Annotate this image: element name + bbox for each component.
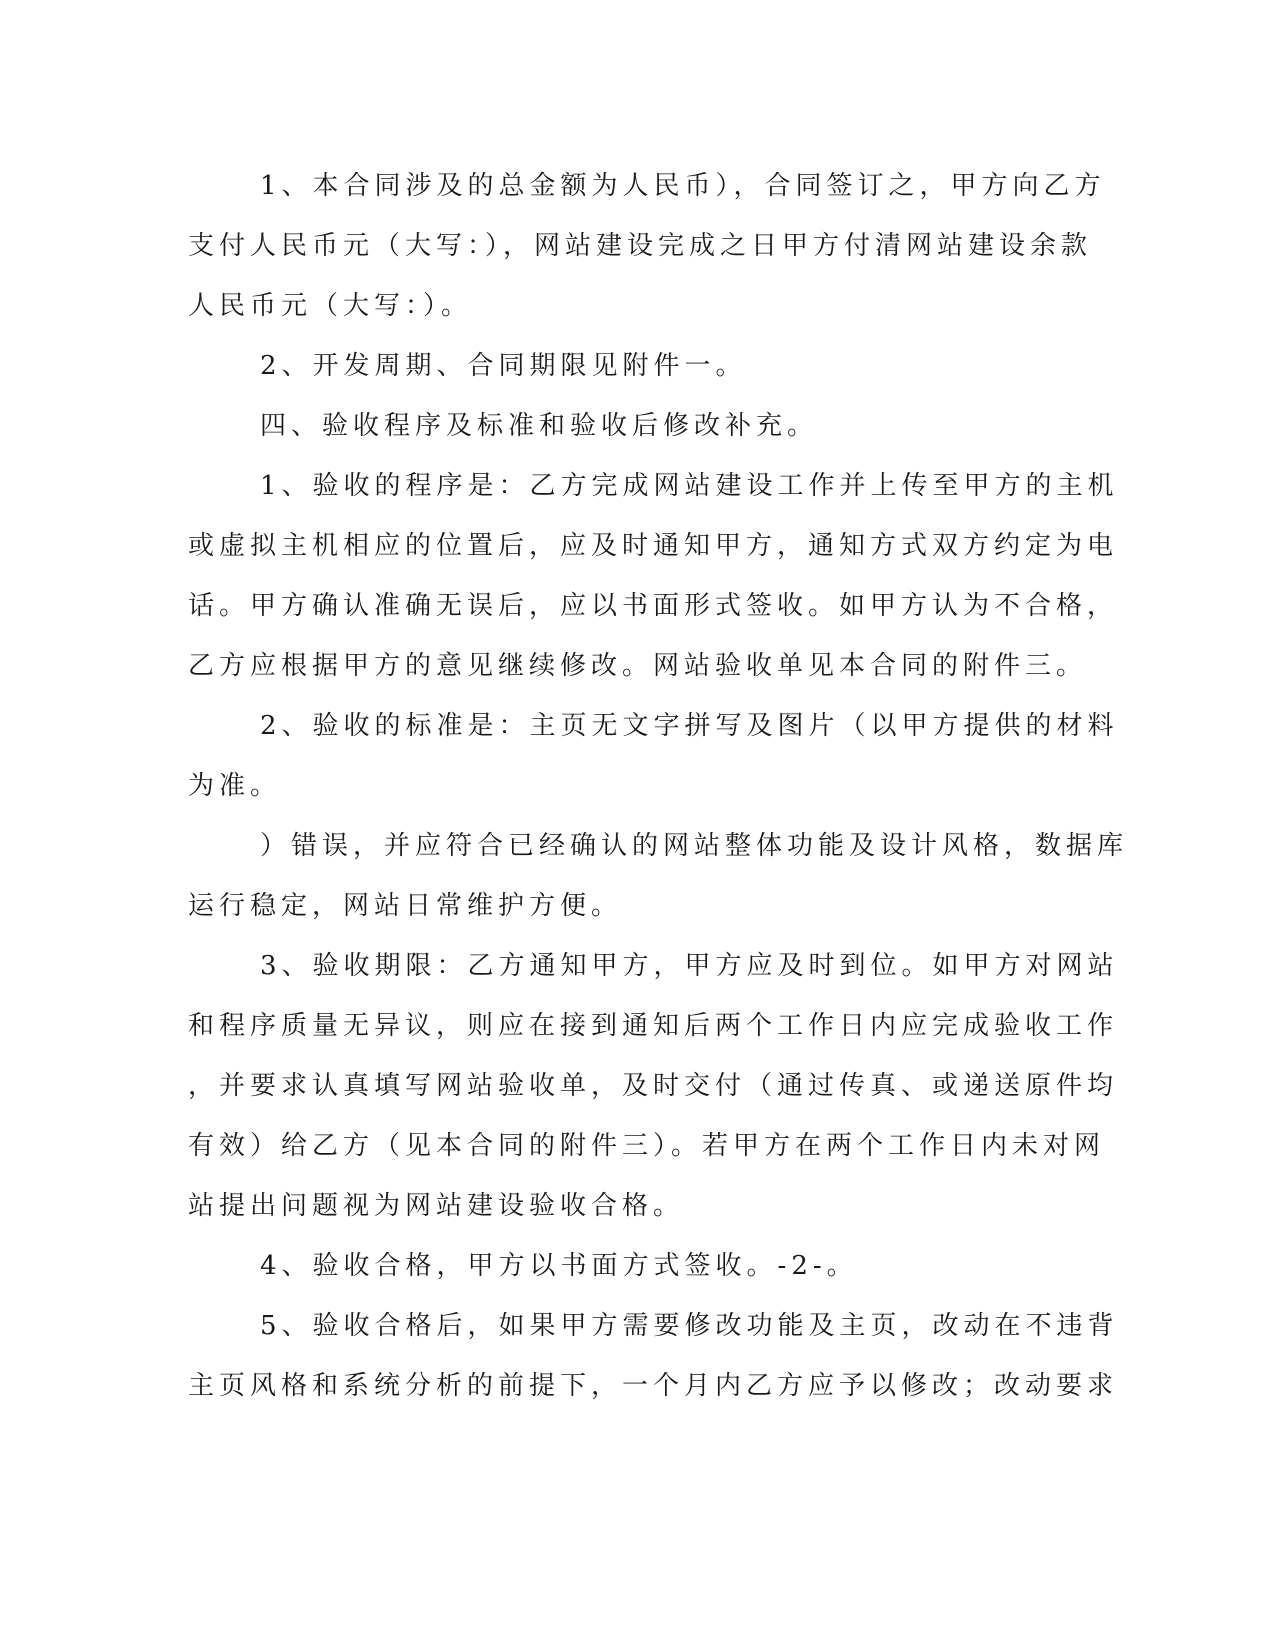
text-line: 运行稳定，网站日常维护方便。: [188, 891, 623, 921]
text-line: 和程序质量无异议，则应在接到通知后两个工作日内应完成验收工作: [188, 1011, 1119, 1041]
text-line: 2、验收的标准是：主页无文字拼写及图片（以甲方提供的材料: [260, 711, 1119, 741]
text-line: 或虚拟主机相应的位置后，应及时通知甲方，通知方式双方约定为电: [188, 531, 1119, 561]
text-line: 有效）给乙方（见本合同的附件三）。若甲方在两个工作日内未对网: [188, 1131, 1106, 1161]
text-line: 为准。: [188, 771, 282, 801]
text-line: ，并要求认真填写网站验收单，及时交付（通过传真、或递送原件均: [188, 1071, 1119, 1101]
contract-body-text: [188, 156, 1129, 1416]
text-line: 1、验收的程序是：乙方完成网站建设工作并上传至甲方的主机: [260, 471, 1119, 501]
text-line: 站提出问题视为网站建设验收合格。: [188, 1191, 685, 1221]
text-line: 支付人民币元（大写：），网站建设完成之日甲方付清网站建设余款: [188, 231, 1093, 261]
text-line: 2、开发周期、合同期限见附件一。: [260, 351, 747, 381]
text-line: 主页风格和系统分析的前提下，一个月内乙方应予以修改；改动要求: [188, 1371, 1119, 1401]
text-line: 4、验收合格，甲方以书面方式签收。-2-。: [260, 1251, 858, 1281]
text-line: 5、验收合格后，如果甲方需要修改功能及主页，改动在不违背: [260, 1311, 1119, 1341]
text-line: 乙方应根据甲方的意见继续修改。网站验收单见本合同的附件三。: [188, 651, 1088, 681]
text-line: 3、验收期限：乙方通知甲方，甲方应及时到位。如甲方对网站: [260, 951, 1119, 981]
text-line: 话。甲方确认准确无误后，应以书面形式签收。如甲方认为不合格，: [188, 591, 1119, 621]
text-line: 1、本合同涉及的总金额为人民币），合同签订之，甲方向乙方: [260, 171, 1106, 201]
text-line: ）错误，并应符合已经确认的网站整体功能及设计风格，数据库: [260, 831, 1129, 861]
text-line: 人民币元（大写：）。: [188, 291, 473, 321]
section-heading: 四、验收程序及标准和验收后修改补充。: [260, 411, 819, 441]
